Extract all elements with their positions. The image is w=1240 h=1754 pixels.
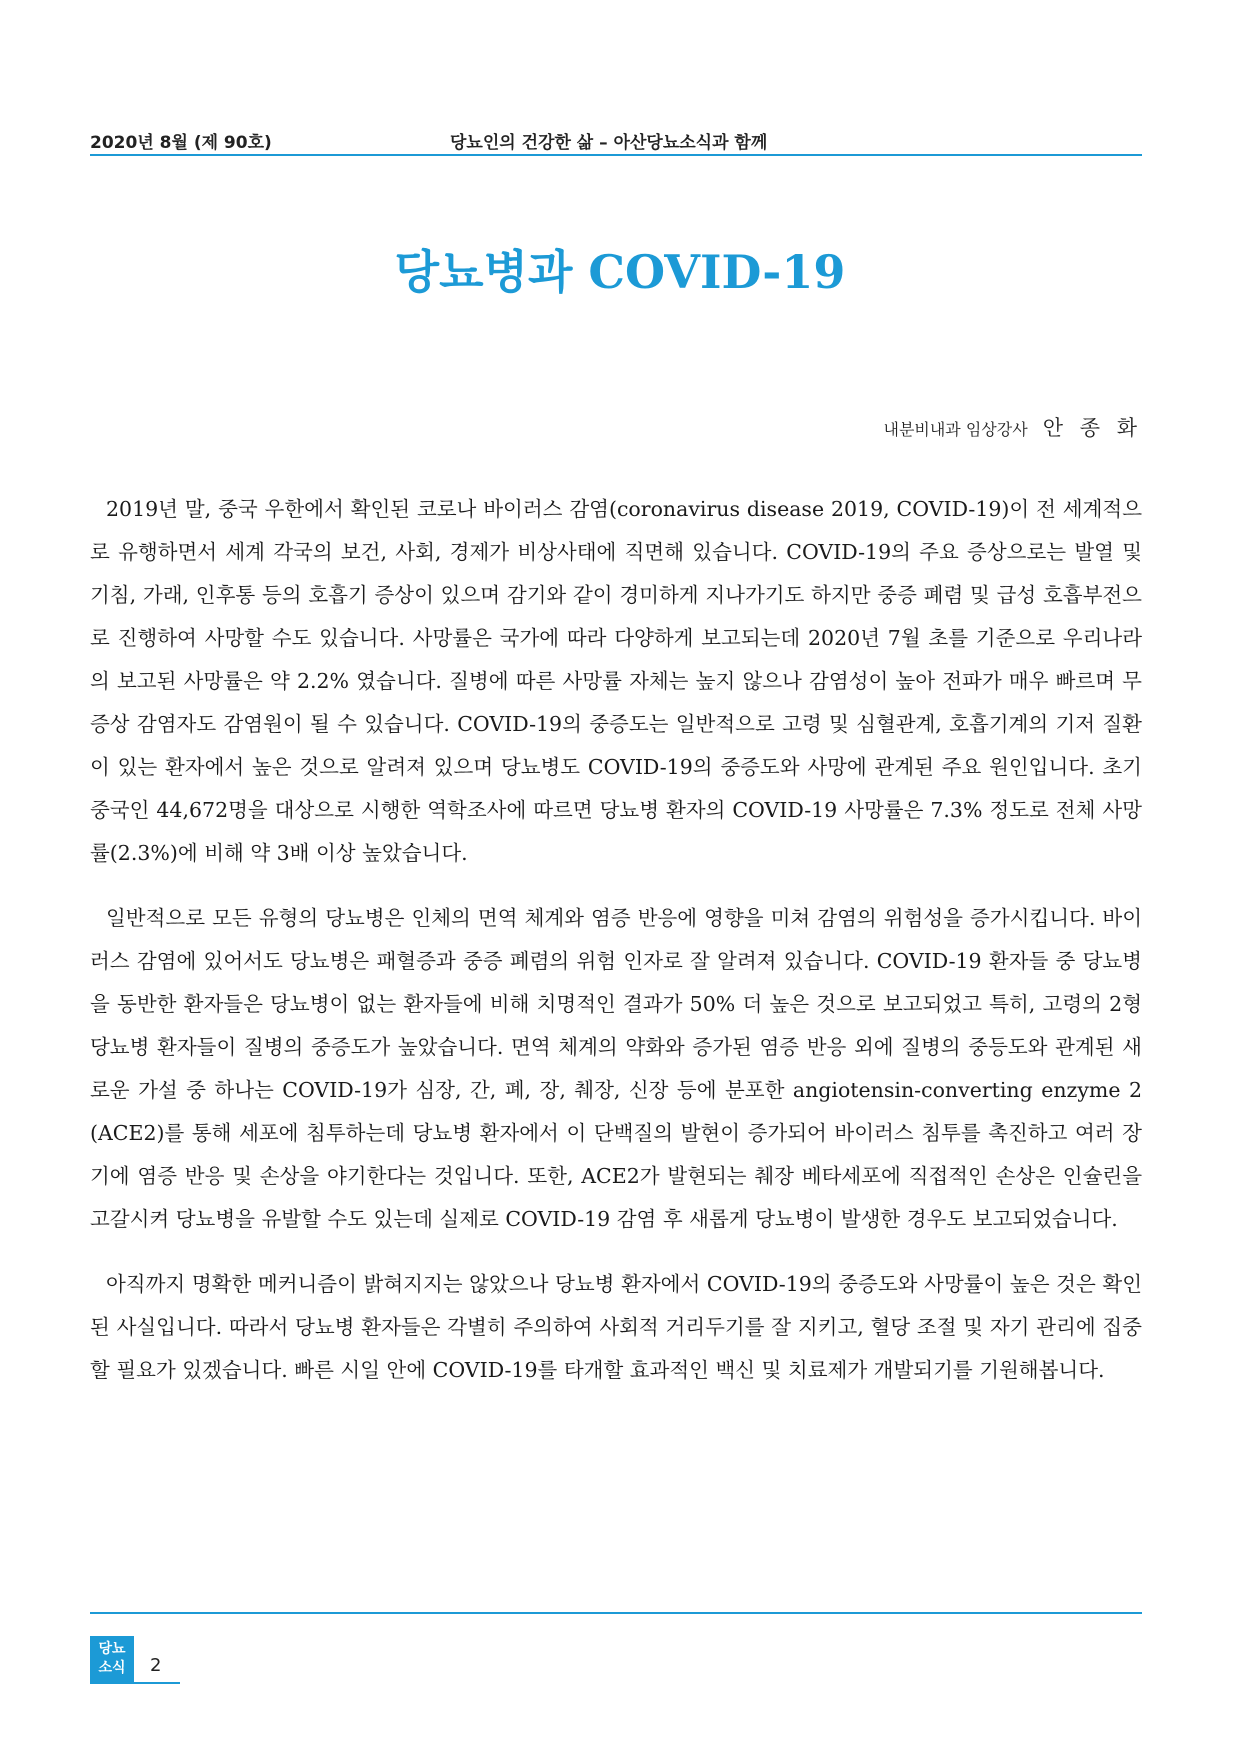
page-header — [90, 128, 1142, 156]
author-name: 안 종 화 — [1042, 416, 1142, 440]
badge-line-1: 당뇨 — [98, 1641, 126, 1657]
page-number: 2 — [150, 1655, 162, 1676]
issue-label: 2020년 8월 (제 90호) — [90, 133, 272, 153]
article-body — [90, 488, 1142, 1414]
paragraph-3: 아직까지 명확한 메커니즘이 밝혀지지는 않았으나 당뇨병 환자에서 COVID-19의 중증도와 사망률이 높은 것은 확인된 사실입니다. 따라서 당뇨병 환자들은 각별히 주의하여 사회적 거리두기를 잘 지키고, 혈당 조절 및 자기 관리에 집중할 필요가 있겠습니다. 빠른 시일 안에 COVID-19를 타개할 효과적인 백신 및 치료제가 개발되기를 기원해봅니다. — [90, 1272, 1142, 1382]
badge-line-2: 소식 — [98, 1660, 126, 1676]
article-title: 당뇨병과 COVID-19 — [394, 245, 846, 299]
footer-underline — [90, 1682, 180, 1684]
paragraph-2: 일반적으로 모든 유형의 당뇨병은 인체의 면역 체계와 염증 반응에 영향을 미쳐 감염의 위험성을 증가시킵니다. 바이러스 감염에 있어서도 당뇨병은 패혈증과 중증 폐렴의 위험 인자로 잘 알려져 있습니다. COVID-19 환자들 중 당뇨병을 동반한 환자들은 당뇨병이 없는 환자들에 비해 치명적인 결과가 50% 더 높은 것으로 보고되었고 특히, 고령의 2형 당뇨병 환자들이 질병의 중증도가 높았습니다. 면역 체계의 약화와 증가된 염증 반응 외에 질병의 중등도와 관계된 새로운 가설 중 하나는 COVID-19가 심장, 간, 폐, 장, 췌장, 신장 등에 분포한 angiotensin-converting enzyme 2 (ACE2)를 통해 세포에 침투하는데 당뇨병 환자에서 이 단백질의 발현이 증가되어 바이러스 침투를 촉진하고 여러 장기에 염증 반응 및 손상을 야기한다는 것입니다. 또한, ACE2가 발현되는 췌장 베타세포에 직접적인 손상은 인슐린을 고갈시켜 당뇨병을 유발할 수도 있는데 실제로 COVID-19 감염 후 새롭게 당뇨병이 발생한 경우도 보고되었습니다. — [90, 906, 1142, 1231]
series-title: 당뇨인의 건강한 삶 – 아산당뇨소식과 함께 — [450, 133, 768, 153]
paragraph-1: 2019년 말, 중국 우한에서 확인된 코로나 바이러스 감염(coronavirus disease 2019, COVID-19)이 전 세계적으로 유행하면서 세계 각국의 보건, 사회, 경제가 비상사태에 직면해 있습니다. COVID-19의 주요 증상으로는 발열 및 기침, 가래, 인후통 등의 호흡기 증상이 있으며 감기와 같이 경미하게 지나가기도 하지만 중증 폐렴 및 급성 호흡부전으로 진행하여 사망할 수도 있습니다. 사망률은 국가에 따라 다양하게 보고되는데 2020년 7월 초를 기준으로 우리나라의 보고된 사망률은 약 2.2% 였습니다. 질병에 따른 사망률 자체는 높지 않으나 감염성이 높아 전파가 매우 빠르며 무증상 감염자도 감염원이 될 수 있습니다. COVID-19의 중증도는 일반적으로 고령 및 심혈관계, 호흡기계의 기저 질환이 있는 환자에서 높은 것으로 알려져 있으며 당뇨병도 COVID-19의 중증도와 사망에 관계된 주요 원인입니다. 초기 중국인 44,672명을 대상으로 시행한 역학조사에 따르면 당뇨병 환자의 COVID-19 사망률은 7.3% 정도로 전체 사망률(2.3%)에 비해 약 3배 이상 높았습니다. — [90, 497, 1142, 865]
footer-divider — [90, 1612, 1142, 1614]
author-byline — [883, 412, 1142, 442]
author-role: 내분비내과 임상강사 — [883, 420, 1028, 439]
newsletter-badge — [90, 1636, 134, 1682]
